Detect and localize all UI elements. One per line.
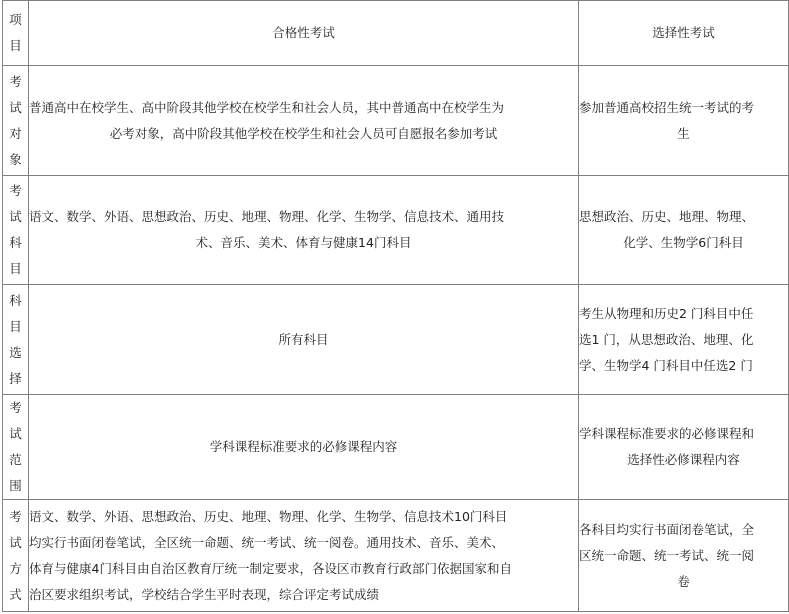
select-text-line: 考生从物理和历史2 门科目中任: [579, 305, 754, 321]
header-item-cell: [3, 1, 29, 66]
label-char: 试: [9, 534, 22, 550]
label-char: 试: [9, 426, 22, 441]
label-char: 目: [9, 318, 22, 334]
label-char: 考: [9, 508, 22, 524]
exam-comparison-table: [2, 0, 789, 612]
header-select-cell: 选择性考试: [579, 1, 789, 66]
label-char: 项: [9, 12, 22, 27]
qualify-cell: 学科课程标准要求的必修课程内容: [29, 395, 579, 500]
table-row-exam-method: [3, 500, 789, 612]
qualify-text-line: 均实行书面闭卷笔试，全区统一命题、统一考试、统一阅卷。通用技术、音乐、美术、: [29, 534, 505, 550]
select-text-line: 各科目均实行书面闭卷笔试，全: [579, 521, 755, 537]
row-label: [3, 504, 28, 608]
select-text-line: 卷: [677, 573, 690, 589]
select-cell: [579, 395, 789, 500]
qualify-text-line: 普通高中在校学生、高中阶段其他学校在校学生和社会人员，其中普通高中在校学生为: [29, 99, 505, 115]
label-char: 围: [9, 478, 22, 493]
label-char: 试: [9, 209, 22, 224]
select-text-line: 学科课程标准要求的必修课程和: [579, 426, 755, 441]
row-label-cell: [3, 285, 29, 395]
select-text-line: 化学、生物学6门科目: [623, 235, 744, 250]
label-char: 试: [9, 99, 22, 115]
select-cell: [579, 500, 789, 612]
table-row-exam-scope: [3, 395, 789, 500]
select-text-line: 学、生物学4 门科目中任选2 门: [579, 357, 753, 373]
label-char: 象: [9, 151, 22, 167]
table-row-subject-selection: [3, 285, 789, 395]
select-text-line: 思想政治、历史、地理、物理、: [579, 209, 755, 224]
label-char: 对: [9, 125, 22, 141]
row-label: [3, 178, 28, 282]
select-text-line: 区统一命题、统一考试、统一阅: [579, 547, 755, 563]
qualify-cell: 所有科目: [29, 285, 579, 395]
select-cell: [579, 285, 789, 395]
label-char: 范: [9, 452, 22, 467]
qualify-cell: [29, 176, 579, 285]
label-char: 科: [9, 292, 22, 308]
table-row-exam-target: [3, 66, 789, 176]
label-char: 考: [9, 183, 22, 198]
row-label: [3, 69, 28, 173]
label-char: 式: [9, 586, 22, 602]
select-text-line: 选择性必修课程内容: [627, 452, 740, 467]
row-label-cell: [3, 66, 29, 176]
header-item-label: [3, 7, 28, 59]
qualify-text-line: 体育与健康4门科目由自治区教育厅统一制定要求，各设区市教育行政部门依据国家和自: [29, 560, 512, 576]
row-label-cell: [3, 500, 29, 612]
label-char: 考: [9, 73, 22, 89]
row-label: [3, 288, 28, 392]
qualify-cell: [29, 500, 579, 612]
label-char: 方: [9, 560, 22, 576]
label-char: 选: [9, 344, 22, 360]
qualify-text-line: 术、音乐、美术、体育与健康14门科目: [195, 235, 412, 250]
select-text-line: 参加普通高校招生统一考试的考: [579, 99, 755, 115]
header-qualify-cell: 合格性考试: [29, 1, 579, 66]
qualify-cell: [29, 66, 579, 176]
select-text-line: 生: [677, 125, 690, 141]
row-label-cell: [3, 395, 29, 500]
label-char: 科: [9, 235, 22, 250]
qualify-text-line: 必考对象，高中阶段其他学校在校学生和社会人员可自愿报名参加考试: [109, 125, 498, 141]
label-char: 目: [9, 261, 22, 276]
qualify-text-line: 语文、数学、外语、思想政治、历史、地理、物理、化学、生物学、信息技术10门科目: [29, 508, 508, 524]
table-header-row: [3, 1, 789, 66]
select-text-line: 选1 门，从思想政治、地理、化: [579, 331, 754, 347]
row-label-cell: [3, 176, 29, 285]
row-label: [3, 395, 28, 499]
select-cell: [579, 66, 789, 176]
qualify-text-line: 治区要求组织考试，学校结合学生平时表现，综合评定考试成绩: [29, 586, 380, 602]
qualify-text-line: 语文、数学、外语、思想政治、历史、地理、物理、化学、生物学、信息技术、通用技: [29, 209, 505, 224]
table-row-exam-subjects: [3, 176, 789, 285]
label-char: 目: [9, 38, 22, 53]
label-char: 考: [9, 400, 22, 415]
label-char: 择: [9, 370, 22, 386]
select-cell: [579, 176, 789, 285]
